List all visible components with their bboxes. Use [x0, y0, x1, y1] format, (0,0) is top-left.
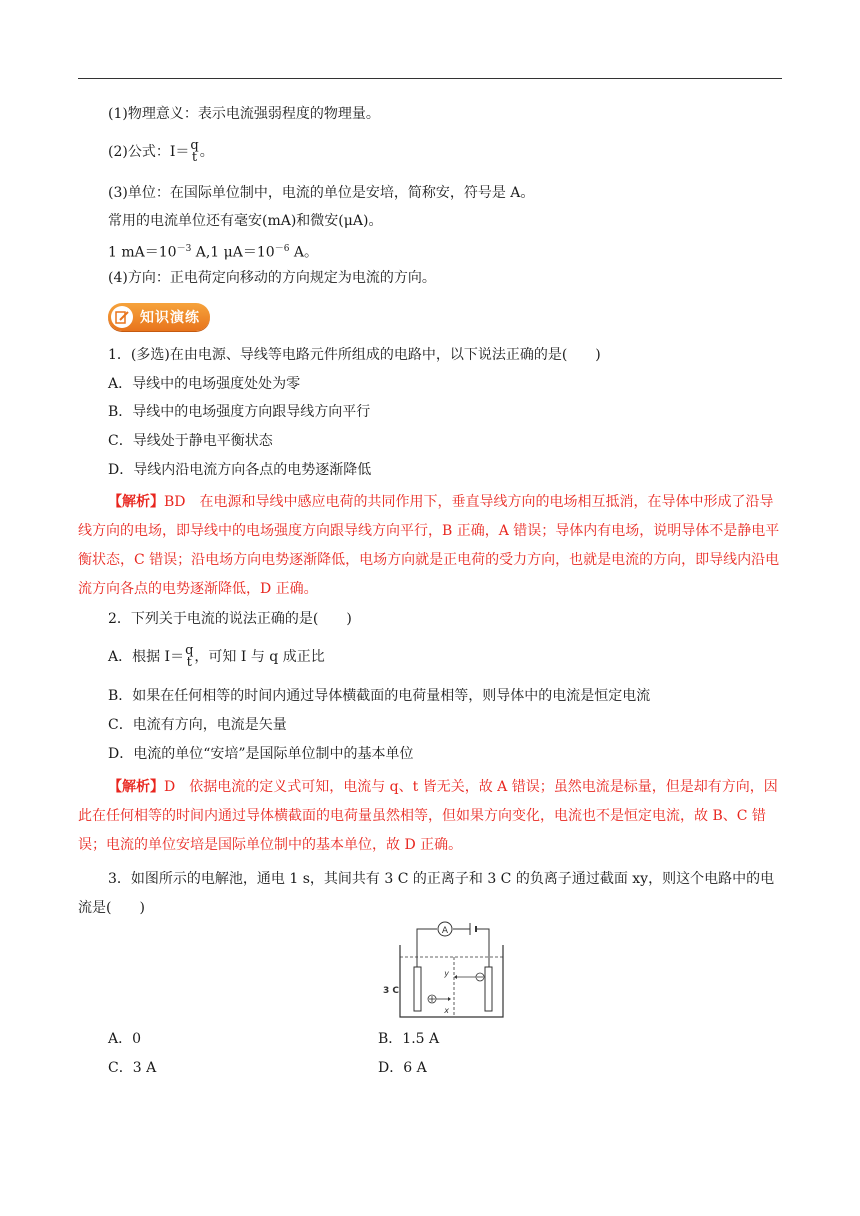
q2-option-a	[108, 645, 325, 669]
ammeter-label: A	[441, 926, 449, 936]
section-badge-label: 知识演练	[140, 310, 200, 326]
header-rule	[78, 78, 782, 79]
formula-fraction	[190, 140, 198, 164]
q2-fraction	[185, 645, 193, 669]
definition-common-units: 常用的电流单位还有毫安(mA)和微安(μA)。	[108, 213, 383, 229]
figure-side-label: 3 C	[383, 986, 400, 996]
q2-analysis	[78, 773, 782, 860]
definition-physical-meaning: (1)物理意义：表示电流强弱程度的物理量。	[108, 106, 380, 122]
q3-option-b: B．1.5 A	[378, 1031, 440, 1047]
definition-formula	[108, 140, 214, 164]
q1-option-b: B．导线中的电场强度方向跟导线方向平行	[108, 404, 371, 420]
electrolytic-cell-figure	[380, 917, 504, 1025]
conversion-part-b: A,1 μA＝10	[191, 244, 275, 261]
section-badge	[108, 303, 210, 331]
q2-analysis-tag: 【解析】	[108, 779, 164, 795]
q1-analysis-text: BD 在电源和导线中感应电荷的共同作用下，垂直导线方向的电场相互抵消，在导体中形成了沿导线方向的电场，即导线中的电场强度方向跟导线方向平行，B 正确，A 错误；导体内有电场，说明导体不是静电平衡状态，C 错误；沿电场方向电势逐渐降低，电场方向就是正电荷的受力方向，也就是电流的方向，即导线内沿电流方向各点的电势逐渐降低，D 正确。	[78, 494, 780, 597]
fraction-numerator: q	[185, 643, 194, 658]
q2-option-a-suffix: ，可知 I 与 q 成正比	[194, 649, 325, 665]
y-label: y	[444, 969, 449, 978]
right-electrode	[485, 967, 492, 1011]
q1-option-a: A．导线中的电场强度处处为零	[108, 376, 301, 392]
conversion-part-c: A。	[289, 244, 318, 261]
q3-option-a: A．0	[108, 1031, 142, 1047]
fraction-numerator: q	[190, 138, 199, 153]
formula-prefix: (2)公式：I＝	[108, 144, 190, 160]
pencil-note-icon	[111, 306, 133, 328]
conversion-exponent-2: －6	[274, 244, 290, 254]
fraction-denominator: t	[191, 150, 198, 165]
q1-stem: 1．(多选)在由电源、导线等电路元件所组成的电路中，以下说法正确的是( )	[108, 347, 601, 363]
q2-analysis-text: D 依据电流的定义式可知，电流与 q、t 皆无关，故 A 错误；虽然电流是标量，但是却有方向，因此在任何相等的时间内通过导体横截面的电荷量虽然相等，但如果方向变化，电流也不是恒定电流，故 B、C 错误；电流的单位安培是国际单位制中的基本单位，故 D 正确。	[78, 779, 778, 853]
q2-option-a-prefix: A．根据 I＝	[108, 649, 185, 665]
left-electrode	[414, 967, 421, 1011]
conversion-exponent-1: －3	[176, 244, 192, 254]
fraction-denominator: t	[186, 655, 192, 670]
q1-option-c: C．导线处于静电平衡状态	[108, 433, 273, 449]
q1-analysis-tag: 【解析】	[108, 494, 164, 510]
q1-analysis	[78, 488, 782, 604]
q2-option-d: D．电流的单位“安培”是国际单位制中的基本单位	[108, 746, 414, 762]
formula-suffix: 。	[199, 144, 214, 160]
definition-conversion	[108, 239, 318, 263]
x-label: x	[444, 1006, 449, 1015]
q2-option-c: C．电流有方向，电流是矢量	[108, 717, 287, 733]
definition-unit: (3)单位：在国际单位制中，电流的单位是安培，简称安，符号是 A。	[108, 185, 535, 201]
q2-option-b: B．如果在任何相等的时间内通过导体横截面的电荷量相等，则导体中的电流是恒定电流	[108, 688, 651, 704]
q3-option-d: D．6 A	[378, 1060, 427, 1076]
q3-option-c: C．3 A	[108, 1060, 157, 1076]
q2-stem: 2．下列关于电流的说法正确的是( )	[108, 611, 352, 627]
q3-stem: 3．如图所示的电解池，通电 1 s，其间共有 3 C 的正离子和 3 C 的负离子通过截面 xy，则这个电路中的电流是( )	[78, 871, 775, 916]
conversion-part-a: 1 mA＝10	[108, 244, 177, 261]
q1-option-d: D．导线内沿电流方向各点的电势逐渐降低	[108, 462, 372, 478]
definition-direction: (4)方向：正电荷定向移动的方向规定为电流的方向。	[108, 270, 436, 286]
